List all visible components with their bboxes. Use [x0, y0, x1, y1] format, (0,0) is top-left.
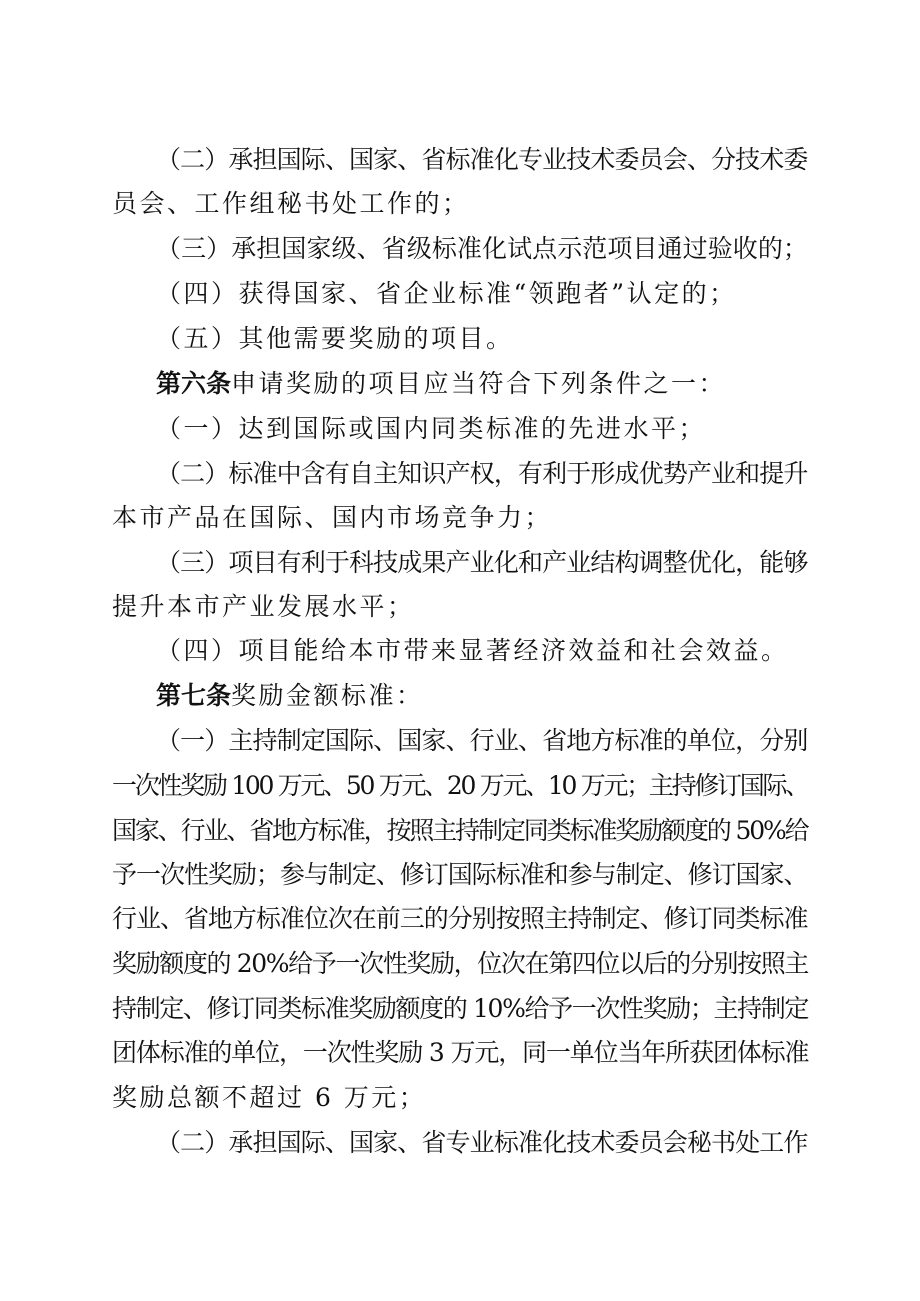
paragraph-line: （三）承担国家级、省级标准化试点示范项目通过验收的； — [156, 234, 809, 263]
article-six-heading: 第六条 — [156, 369, 232, 398]
paragraph-line: （四）获得国家、省企业标准“领跑者”认定的； — [156, 279, 737, 308]
article-seven-heading: 第七条 — [156, 681, 232, 710]
paragraph-line: （一）主持制定国际、国家、行业、省地方标准的单位，分别 — [156, 726, 808, 755]
paragraph-line: （二）承担国际、国家、省标准化专业技术委员会、分技术委 — [156, 145, 808, 174]
article-seven-text: 奖励金额标准： — [231, 681, 424, 710]
paragraph-line: 国家、行业、省地方标准，按照主持制定同类标准奖励额度的 50%给 — [112, 816, 808, 845]
article-six-text: 申请奖励的项目应当符合下列条件之一： — [231, 369, 727, 398]
paragraph-line: 奖励总额不超过 6 万元； — [112, 1083, 427, 1112]
paragraph-line: （二）标准中含有自主知识产权，有利于形成优势产业和提升 — [156, 459, 808, 488]
article-six-line — [156, 371, 726, 396]
paragraph-line: 员会、工作组秘书处工作的； — [112, 189, 470, 218]
paragraph-line: 予一次性奖励；参与制定、修订国际标准和参与制定、修订国家、 — [112, 860, 808, 889]
article-seven-line — [156, 683, 424, 708]
paragraph-line: 奖励额度的 20%给予一次性奖励，位次在第四位以后的分别按照主 — [112, 949, 809, 978]
paragraph-line: 提升本市产业发展水平； — [112, 592, 415, 621]
paragraph-line: （四）项目能给本市带来显著经济效益和社会效益。 — [156, 636, 789, 665]
paragraph-line: （三）项目有利于科技成果产业化和产业结构调整优化，能够 — [156, 548, 808, 577]
paragraph-line: （一）达到国际或国内同类标准的先进水平； — [156, 414, 707, 443]
paragraph-line: （五）其他需要奖励的项目。 — [156, 324, 514, 353]
paragraph-line: 一次性奖励 100 万元、50 万元、20 万元、10 万元；主持修订国际、 — [112, 771, 808, 800]
paragraph-line: 行业、省地方标准位次在前三的分别按照主持制定、修订同类标准 — [112, 904, 808, 933]
paragraph-line: 团体标准的单位，一次性奖励 3 万元，同一单位当年所获团体标准 — [112, 1038, 809, 1067]
paragraph-line: （二）承担国际、国家、省专业标准化技术委员会秘书处工作 — [156, 1128, 808, 1157]
paragraph-line: 本市产品在国际、国内市场竞争力； — [112, 503, 553, 532]
paragraph-line: 持制定、修订同类标准奖励额度的 10%给予一次性奖励；主持制定 — [112, 994, 809, 1023]
